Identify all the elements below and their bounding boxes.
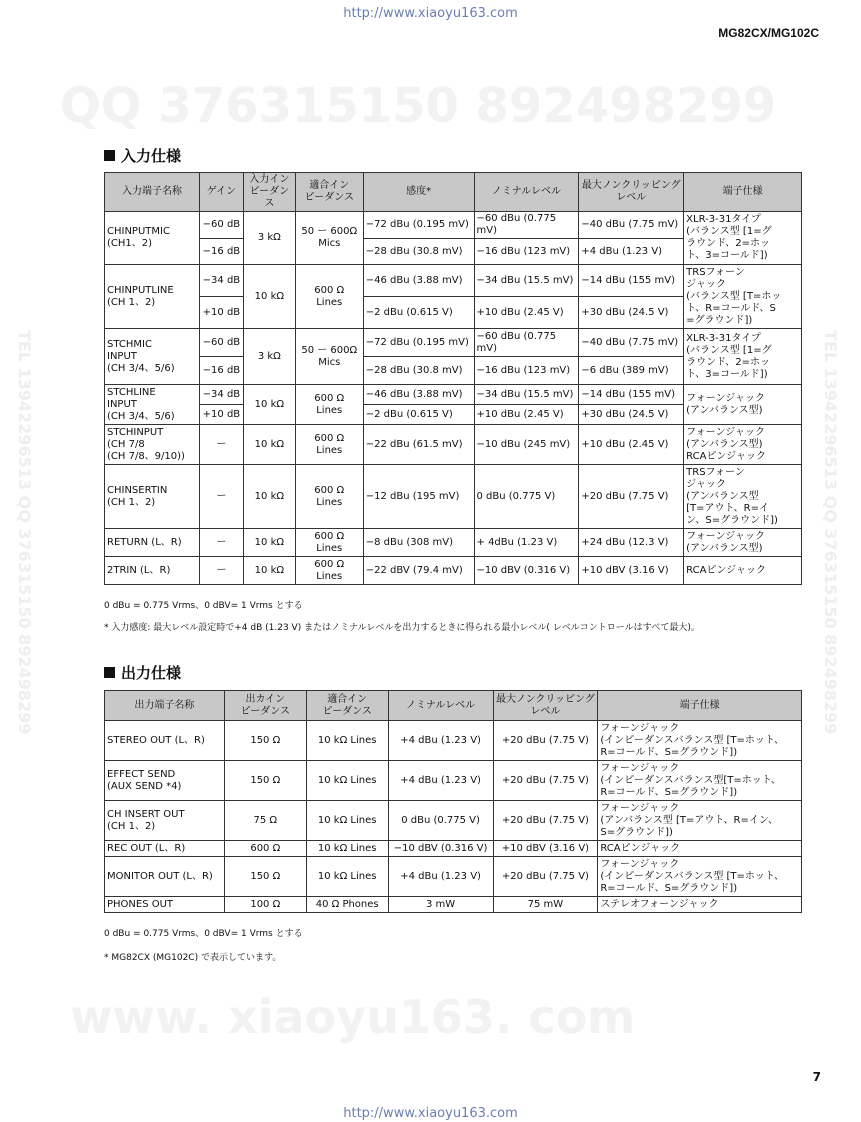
load-impedance: 600 Ω Lines	[295, 425, 363, 465]
output-impedance: 100 Ω	[224, 897, 306, 913]
table-row	[105, 761, 802, 801]
load-impedance: 10 kΩ Lines	[306, 801, 388, 841]
nominal-level: −16 dBu (123 mV)	[474, 357, 579, 385]
input-impedance: 3 kΩ	[243, 212, 295, 265]
nominal-level: +10 dBu (2.45 V)	[474, 405, 579, 425]
sensitivity: −8 dBu (308 mV)	[363, 529, 474, 557]
watermark-side-left: TEL 13942296513 QQ 376315150 892498299	[15, 330, 34, 735]
max-level: −6 dBu (389 mV)	[579, 357, 684, 385]
load-impedance: 50 ー 600Ω Mics	[295, 212, 363, 265]
sensitivity: −46 dBu (3.88 mV)	[363, 385, 474, 405]
column-header: ゲイン	[199, 173, 243, 212]
nominal-level: +10 dBu (2.45 V)	[474, 297, 579, 329]
column-header: ノミナルレベル	[474, 173, 579, 212]
sensitivity: −22 dBu (61.5 mV)	[363, 425, 474, 465]
terminal-name: CHINSERTIN (CH 1、2)	[105, 465, 200, 529]
load-impedance: 40 Ω Phones	[306, 897, 388, 913]
nominal-level: −16 dBu (123 mV)	[474, 239, 579, 265]
output-spec-title	[104, 662, 181, 683]
nominal-level: −10 dBV (0.316 V)	[474, 557, 579, 585]
column-header: 最大ノンクリッピング レベル	[493, 691, 598, 721]
input-spec-title	[104, 145, 181, 166]
watermark-bottom: www. xiaoyu163. com	[70, 990, 636, 1044]
terminal-name: RETURN (L、R)	[105, 529, 200, 557]
sensitivity: −2 dBu (0.615 V)	[363, 405, 474, 425]
terminal-name: STCHINPUT (CH 7/8 (CH 7/8、9/10))	[105, 425, 200, 465]
load-impedance: 600 Ω Lines	[295, 465, 363, 529]
nominal-level: −10 dBV (0.316 V)	[388, 841, 493, 857]
terminal-name: CHINPUTLINE (CH 1、2)	[105, 265, 200, 329]
max-level: −40 dBu (7.75 mV)	[579, 329, 684, 357]
square-bullet-icon	[104, 150, 115, 161]
column-header: 適合イン ピーダンス	[295, 173, 363, 212]
gain-value: −34 dB	[199, 265, 243, 297]
nominal-level: + 4dBu (1.23 V)	[474, 529, 579, 557]
max-level: +20 dBu (7.75 V)	[579, 465, 684, 529]
gain-value: −16 dB	[199, 239, 243, 265]
input-note-2: * 入力感度: 最大レベル設定時で+4 dB (1.23 V) またはノミナルレベルを出力するときに得られる最小レベル( レベルコントロールはすべて最大)。	[104, 623, 700, 633]
gain-value: −16 dB	[199, 357, 243, 385]
input-impedance: 10 kΩ	[243, 265, 295, 329]
table-row	[105, 557, 802, 585]
column-header: ノミナルレベル	[388, 691, 493, 721]
input-impedance: 10 kΩ	[243, 385, 295, 425]
column-header: 適合イン ピーダンス	[306, 691, 388, 721]
connector-spec: RCAピンジャック	[598, 841, 802, 857]
connector-spec: フォーンジャック (アンバランス型) RCAピンジャック	[684, 425, 802, 465]
sensitivity: −28 dBu (30.8 mV)	[363, 357, 474, 385]
max-level: +10 dBV (3.16 V)	[579, 557, 684, 585]
table-row	[105, 425, 802, 465]
load-impedance: 10 kΩ Lines	[306, 857, 388, 897]
nominal-level: +4 dBu (1.23 V)	[388, 761, 493, 801]
gain-value: ー	[199, 529, 243, 557]
connector-spec: XLR-3-31タイプ (バランス型 [1=グ ラウンド、2=ホッ ト、3=コールド])	[684, 329, 802, 385]
sensitivity: −46 dBu (3.88 mV)	[363, 265, 474, 297]
output-impedance: 150 Ω	[224, 721, 306, 761]
connector-spec: フォーンジャック (アンバランス型 [T=アウト、R=イン、 S=グラウンド])	[598, 801, 802, 841]
connector-spec: TRSフォーン ジャック (アンバランス型 [T=アウト、R=イ ン、S=グラウンド])	[684, 465, 802, 529]
table-row	[105, 841, 802, 857]
nominal-level: −10 dBu (245 mV)	[474, 425, 579, 465]
terminal-name: PHONES OUT	[105, 897, 225, 913]
terminal-name: MONITOR OUT (L、R)	[105, 857, 225, 897]
terminal-name: CH INSERT OUT (CH 1、2)	[105, 801, 225, 841]
table-row	[105, 897, 802, 913]
column-header: 最大ノンクリッピング レベル	[579, 173, 684, 212]
nominal-level: +4 dBu (1.23 V)	[388, 857, 493, 897]
connector-spec: ステレオフォーンジャック	[598, 897, 802, 913]
max-level: +20 dBu (7.75 V)	[493, 857, 598, 897]
column-header: 入力端子名称	[105, 173, 200, 212]
load-impedance: 600 Ω Lines	[295, 265, 363, 329]
load-impedance: 10 kΩ Lines	[306, 721, 388, 761]
column-header: 端子仕様	[684, 173, 802, 212]
input-impedance: 3 kΩ	[243, 329, 295, 385]
table-row	[105, 385, 802, 405]
output-note-2: * MG82CX (MG102C) で表示しています。	[104, 953, 282, 963]
output-impedance: 75 Ω	[224, 801, 306, 841]
gain-value: −34 dB	[199, 385, 243, 405]
connector-spec: TRSフォーン ジャック (バランス型 [T=ホッ ト、R=コールド、S =グラウンド])	[684, 265, 802, 329]
table-row	[105, 212, 802, 239]
max-level: −40 dBu (7.75 mV)	[579, 212, 684, 239]
model-name: MG82CX/MG102C	[718, 26, 819, 40]
max-level: −14 dBu (155 mV)	[579, 385, 684, 405]
max-level: +20 dBu (7.75 V)	[493, 801, 598, 841]
sensitivity: −22 dBV (79.4 mV)	[363, 557, 474, 585]
gain-value: +10 dB	[199, 297, 243, 329]
nominal-level: −34 dBu (15.5 mV)	[474, 265, 579, 297]
connector-spec: フォーンジャック (インピーダンスバランス型 [T=ホット、 R=コールド、S=グラウンド])	[598, 857, 802, 897]
output-spec-table	[104, 690, 802, 913]
max-level: +20 dBu (7.75 V)	[493, 721, 598, 761]
load-impedance: 600 Ω Lines	[295, 385, 363, 425]
nominal-level: −60 dBu (0.775 mV)	[474, 212, 579, 239]
max-level: +30 dBu (24.5 V)	[579, 297, 684, 329]
table-row	[105, 329, 802, 357]
input-impedance: 10 kΩ	[243, 465, 295, 529]
input-note-1: 0 dBu = 0.775 Vrms、0 dBV= 1 Vrms とする	[104, 601, 303, 611]
table-row	[105, 857, 802, 897]
table-row	[105, 465, 802, 529]
max-level: +4 dBu (1.23 V)	[579, 239, 684, 265]
output-impedance: 150 Ω	[224, 761, 306, 801]
nominal-level: 0 dBu (0.775 V)	[474, 465, 579, 529]
connector-spec: フォーンジャック (インピーダンスバランス型 [T=ホット、 R=コールド、S=グラウンド])	[598, 721, 802, 761]
terminal-name: CHINPUTMIC (CH1、2)	[105, 212, 200, 265]
input-spec-table	[104, 172, 802, 585]
max-level: +20 dBu (7.75 V)	[493, 761, 598, 801]
nominal-level: −34 dBu (15.5 mV)	[474, 385, 579, 405]
gain-value: ー	[199, 465, 243, 529]
table-row	[105, 265, 802, 297]
load-impedance: 600 Ω Lines	[295, 529, 363, 557]
column-header: 感度*	[363, 173, 474, 212]
output-spec-title-text: 出力仕様	[121, 664, 182, 682]
column-header: 入力イン ピーダンス	[243, 173, 295, 212]
nominal-level: 3 mW	[388, 897, 493, 913]
table-row	[105, 801, 802, 841]
square-bullet-icon	[104, 667, 115, 678]
input-impedance: 10 kΩ	[243, 425, 295, 465]
connector-spec: フォーンジャック (インピーダンスバランス型[T=ホット、 R=コールド、S=グラウンド])	[598, 761, 802, 801]
column-header: 出カイン ピーダンス	[224, 691, 306, 721]
nominal-level: 0 dBu (0.775 V)	[388, 801, 493, 841]
sensitivity: −72 dBu (0.195 mV)	[363, 329, 474, 357]
table-row	[105, 529, 802, 557]
gain-value: ー	[199, 557, 243, 585]
terminal-name: STCHLINE INPUT (CH 3/4、5/6)	[105, 385, 200, 425]
output-note-1: 0 dBu = 0.775 Vrms、0 dBV= 1 Vrms とする	[104, 929, 303, 939]
connector-spec: フォーンジャック (アンバランス型)	[684, 385, 802, 425]
connector-spec: フォーンジャック (アンバランス型)	[684, 529, 802, 557]
terminal-name: 2TRIN (L、R)	[105, 557, 200, 585]
output-impedance: 150 Ω	[224, 857, 306, 897]
nominal-level: +4 dBu (1.23 V)	[388, 721, 493, 761]
watermark-side-right: TEL 13942296513 QQ 376315150 892498299	[821, 330, 840, 735]
column-header: 端子仕様	[598, 691, 802, 721]
table-row	[105, 721, 802, 761]
load-impedance: 10 kΩ Lines	[306, 841, 388, 857]
nominal-level: −60 dBu (0.775 mV)	[474, 329, 579, 357]
gain-value: ー	[199, 425, 243, 465]
sensitivity: −28 dBu (30.8 mV)	[363, 239, 474, 265]
url-top[interactable]: http://www.xiaoyu163.com	[343, 6, 518, 21]
terminal-name: REC OUT (L、R)	[105, 841, 225, 857]
sensitivity: −72 dBu (0.195 mV)	[363, 212, 474, 239]
gain-value: +10 dB	[199, 405, 243, 425]
sensitivity: −2 dBu (0.615 V)	[363, 297, 474, 329]
connector-spec: XLR-3-31タイプ (バランス型 [1=グ ラウンド、2=ホッ ト、3=コールド])	[684, 212, 802, 265]
terminal-name: STCHMIC INPUT (CH 3/4、5/6)	[105, 329, 200, 385]
connector-spec: RCAピンジャック	[684, 557, 802, 585]
sensitivity: −12 dBu (195 mV)	[363, 465, 474, 529]
page-number: 7	[812, 1070, 821, 1084]
max-level: +24 dBu (12.3 V)	[579, 529, 684, 557]
output-impedance: 600 Ω	[224, 841, 306, 857]
max-level: −14 dBu (155 mV)	[579, 265, 684, 297]
input-impedance: 10 kΩ	[243, 529, 295, 557]
column-header: 出力端子名称	[105, 691, 225, 721]
url-bottom[interactable]: http://www.xiaoyu163.com	[343, 1106, 518, 1121]
max-level: +10 dBV (3.16 V)	[493, 841, 598, 857]
terminal-name: STEREO OUT (L、R)	[105, 721, 225, 761]
gain-value: −60 dB	[199, 212, 243, 239]
watermark-qq: QQ 376315150 892498299	[60, 78, 777, 134]
load-impedance: 50 ー 600Ω Mics	[295, 329, 363, 385]
gain-value: −60 dB	[199, 329, 243, 357]
max-level: +10 dBu (2.45 V)	[579, 425, 684, 465]
load-impedance: 600 Ω Lines	[295, 557, 363, 585]
input-impedance: 10 kΩ	[243, 557, 295, 585]
max-level: +30 dBu (24.5 V)	[579, 405, 684, 425]
input-spec-title-text: 入力仕様	[121, 147, 182, 165]
load-impedance: 10 kΩ Lines	[306, 761, 388, 801]
max-level: 75 mW	[493, 897, 598, 913]
terminal-name: EFFECT SEND (AUX SEND *4)	[105, 761, 225, 801]
